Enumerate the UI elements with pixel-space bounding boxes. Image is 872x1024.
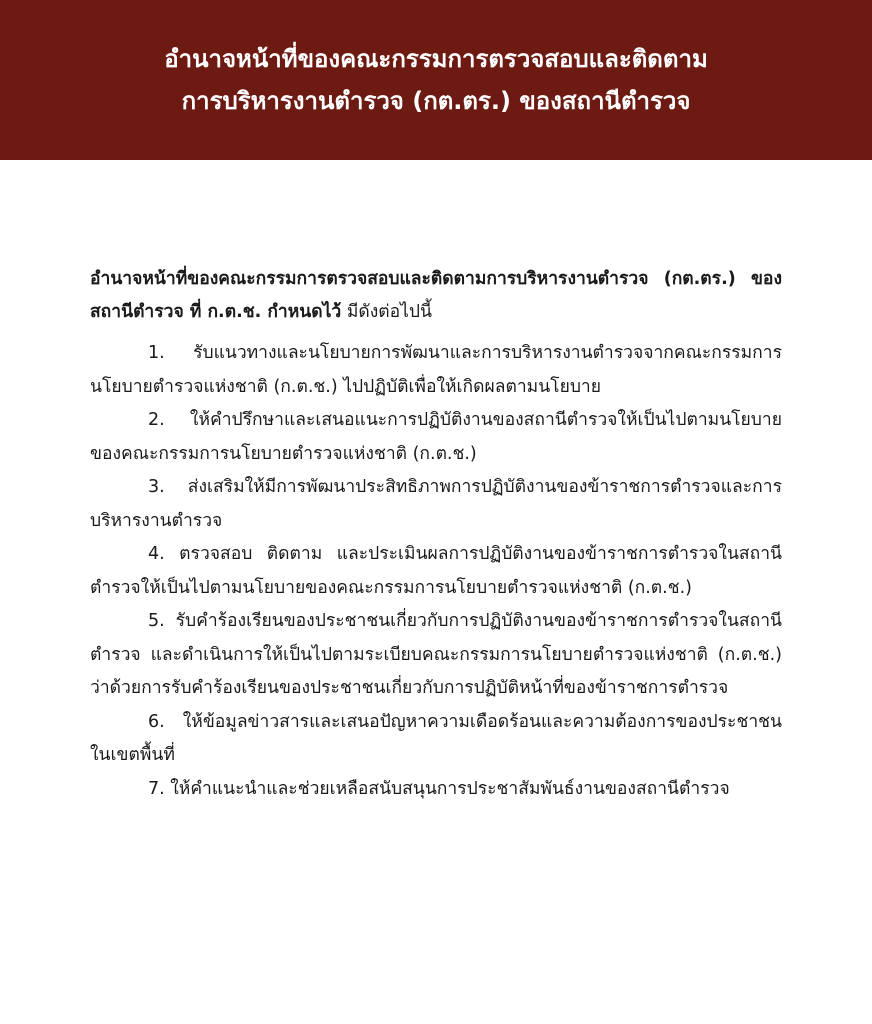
intro-paragraph: [90, 263, 782, 329]
page-header: [0, 0, 872, 160]
document-body: [0, 160, 872, 806]
duty-item-1: 1. รับแนวทางและนโยบายการพัฒนาและการบริหารงานตำรวจจากคณะกรรมการนโยบายตำรวจแห่งชาติ (ก.ต.ช.) ไปปฏิบัติเพื่อให้เกิดผลตามนโยบาย: [90, 343, 782, 397]
header-title-line-2: การบริหารงานตำรวจ (กต.ตร.) ของสถานีตำรวจ: [181, 87, 691, 115]
duty-item-6: 6. ให้ข้อมูลข่าวสารและเสนอปัญหาความเดือดร้อนและความต้องการของประชาชนในเขตพื้นที่: [90, 711, 782, 765]
duty-item-2: 2. ให้คำปรึกษาและเสนอแนะการปฏิบัติงานของสถานีตำรวจให้เป็นไปตามนโยบายของคณะกรรมการนโยบายตำรวจแห่งชาติ (ก.ต.ช.): [90, 410, 782, 464]
duty-item-7: 7. ให้คำแนะนำและช่วยเหลือสนับสนุนการประชาสัมพันธ์งานของสถานีตำรวจ: [148, 778, 730, 799]
header-title-line-1: อำนาจหน้าที่ของคณะกรรมการตรวจสอบและติดตาม: [164, 45, 708, 73]
intro-normal-text: มีดังต่อไปนี้: [341, 302, 433, 322]
intro-bold-text: อำนาจหน้าที่ของคณะกรรมการตรวจสอบและติดตามการบริหารงานตำรวจ (กต.ตร.) ของสถานีตำรวจ ที่ ก.ต.ช. กำหนดไว้: [90, 269, 782, 322]
duty-item-3: 3. ส่งเสริมให้มีการพัฒนาประสิทธิภาพการปฏิบัติงานของข้าราชการตำรวจและการบริหารงานตำรวจ: [90, 477, 782, 531]
duty-item-4: 4. ตรวจสอบ ติดตาม และประเมินผลการปฏิบัติงานของข้าราชการตำรวจในสถานีตำรวจให้เป็นไปตามนโยบายของคณะกรรมการนโยบายตำรวจแห่งชาติ (ก.ต.ช.): [90, 544, 782, 598]
duty-item-5: 5. รับคำร้องเรียนของประชาชนเกี่ยวกับการปฏิบัติงานของข้าราชการตำรวจในสถานีตำรวจ และดำเนินการให้เป็นไปตามระเบียบคณะกรรมการนโยบายตำรวจแห่งชาติ (ก.ต.ช.) ว่าด้วยการรับคำร้องเรียนของประชาชนเกี่ยวกับการปฏิบัติหน้าที่ของข้าราชการตำรวจ: [90, 611, 782, 698]
